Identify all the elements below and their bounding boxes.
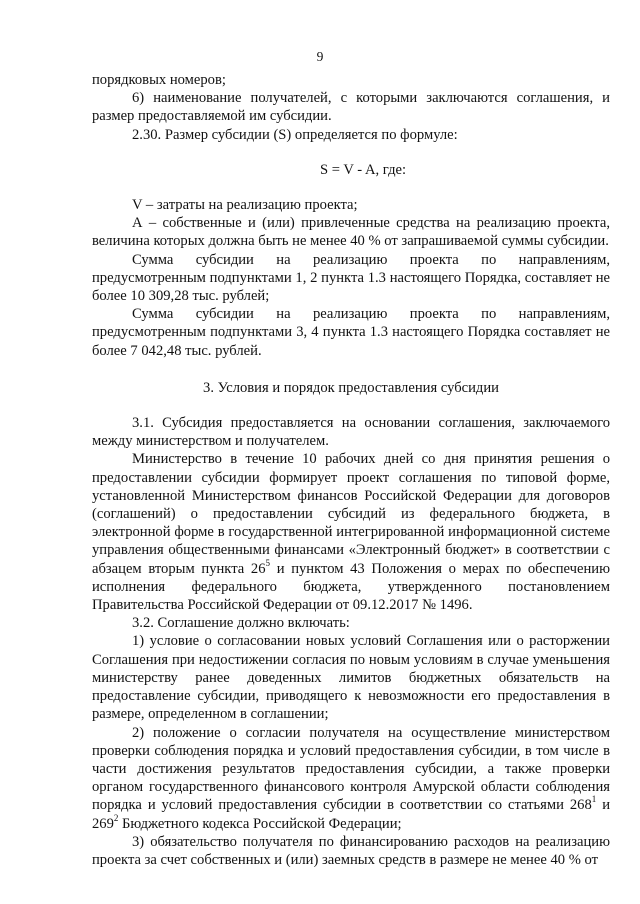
paragraph: 2.30. Размер субсидии (S) определяется по формуле: bbox=[132, 126, 458, 143]
paragraph-text: и 269 bbox=[92, 797, 611, 832]
paragraph-text: 2) положение о согласии получателя на осуществление министерством проверки соблюдения порядка и условий предоставления субсидии, в том числе в части достижения результатов предоставления субсидии, а также проверки органом государственного финансового контроля Амурской области соблюдения порядка и условий предоставления субсидии в соответствии со статьями 268 bbox=[92, 724, 610, 814]
subsidy-limit-paragraph: Сумма субсидии на реализацию проекта по направлениям, предусмотренным подпунктами 1, 2 пункта 1.3 настоящего Порядка, составляет не более 10 309,28 тыс. рублей; bbox=[92, 251, 610, 305]
definition-a: А – собственные и (или) привлеченные средства на реализацию проекта, величина которых должна быть не менее 40 % от запрашиваемой суммы субсидии. bbox=[92, 215, 610, 250]
superscript: 1 bbox=[591, 794, 597, 805]
paragraph: порядковых номеров; bbox=[92, 72, 226, 88]
list-item bbox=[92, 724, 610, 833]
formula: S = V - A, где: bbox=[319, 161, 407, 178]
paragraph: 3.1. Субсидия предоставляется на основании соглашения, заключаемого между министерством и получателем. bbox=[92, 415, 610, 450]
paragraph-text: Бюджетного кодекса Российской Федерации; bbox=[118, 815, 402, 832]
paragraph: 3.2. Соглашение должно включать: bbox=[132, 615, 350, 632]
page-number: 9 bbox=[316, 49, 324, 64]
definition-v: V – затраты на реализацию проекта; bbox=[132, 197, 358, 214]
list-item: 3) обязательство получателя по финансированию расходов на реализацию проекта за счет собственных и (или) заемных средств в размере не менее 40 % от bbox=[92, 833, 610, 868]
paragraph-text: и пунктом 43 Положения о мерах по обеспечению исполнения федерального бюджета, утвержденного постановлением Правительства Российской Федерации от 09.12.2017 № 1496. bbox=[92, 560, 610, 614]
superscript: 5 bbox=[265, 557, 271, 568]
section-heading: 3. Условия и порядок предоставления субсидии bbox=[203, 379, 499, 396]
paragraph-text: Министерство в течение 10 рабочих дней со дня принятия решения о предоставлении субсидии формирует проект соглашения по типовой форме, установленной Министерством финансов Российской Федерации для договоров (соглашений) о предоставлении субсидий из федерального бюджета, в электронной форме в государственной интегрированной информационной системе управления общественными финансами «Электронный бюджет» в соответствии с абзацем вторым пункта 26 bbox=[92, 451, 610, 577]
document-body bbox=[92, 71, 610, 869]
paragraph: 6) наименование получателей, с которыми заключаются соглашения, и размер предоставляемой им субсидии. bbox=[92, 90, 610, 125]
subsidy-limit-paragraph: Сумма субсидии на реализацию проекта по направлениям, предусмотренным подпунктами 3, 4 пункта 1.3 настоящего Порядка составляет не более 7 042,48 тыс. рублей. bbox=[92, 306, 610, 359]
superscript: 2 bbox=[113, 812, 119, 823]
list-item: 1) условие о согласовании новых условий Соглашения или о расторжении Соглашения при недостижении согласия по новым условиям в случае уменьшения министерству ранее доведенных лимитов бюджетных обязательств на предоставление субсидии, приводящего к невозможности его предоставления в размере, определенном в соглашении; bbox=[92, 633, 610, 723]
paragraph bbox=[92, 450, 610, 614]
